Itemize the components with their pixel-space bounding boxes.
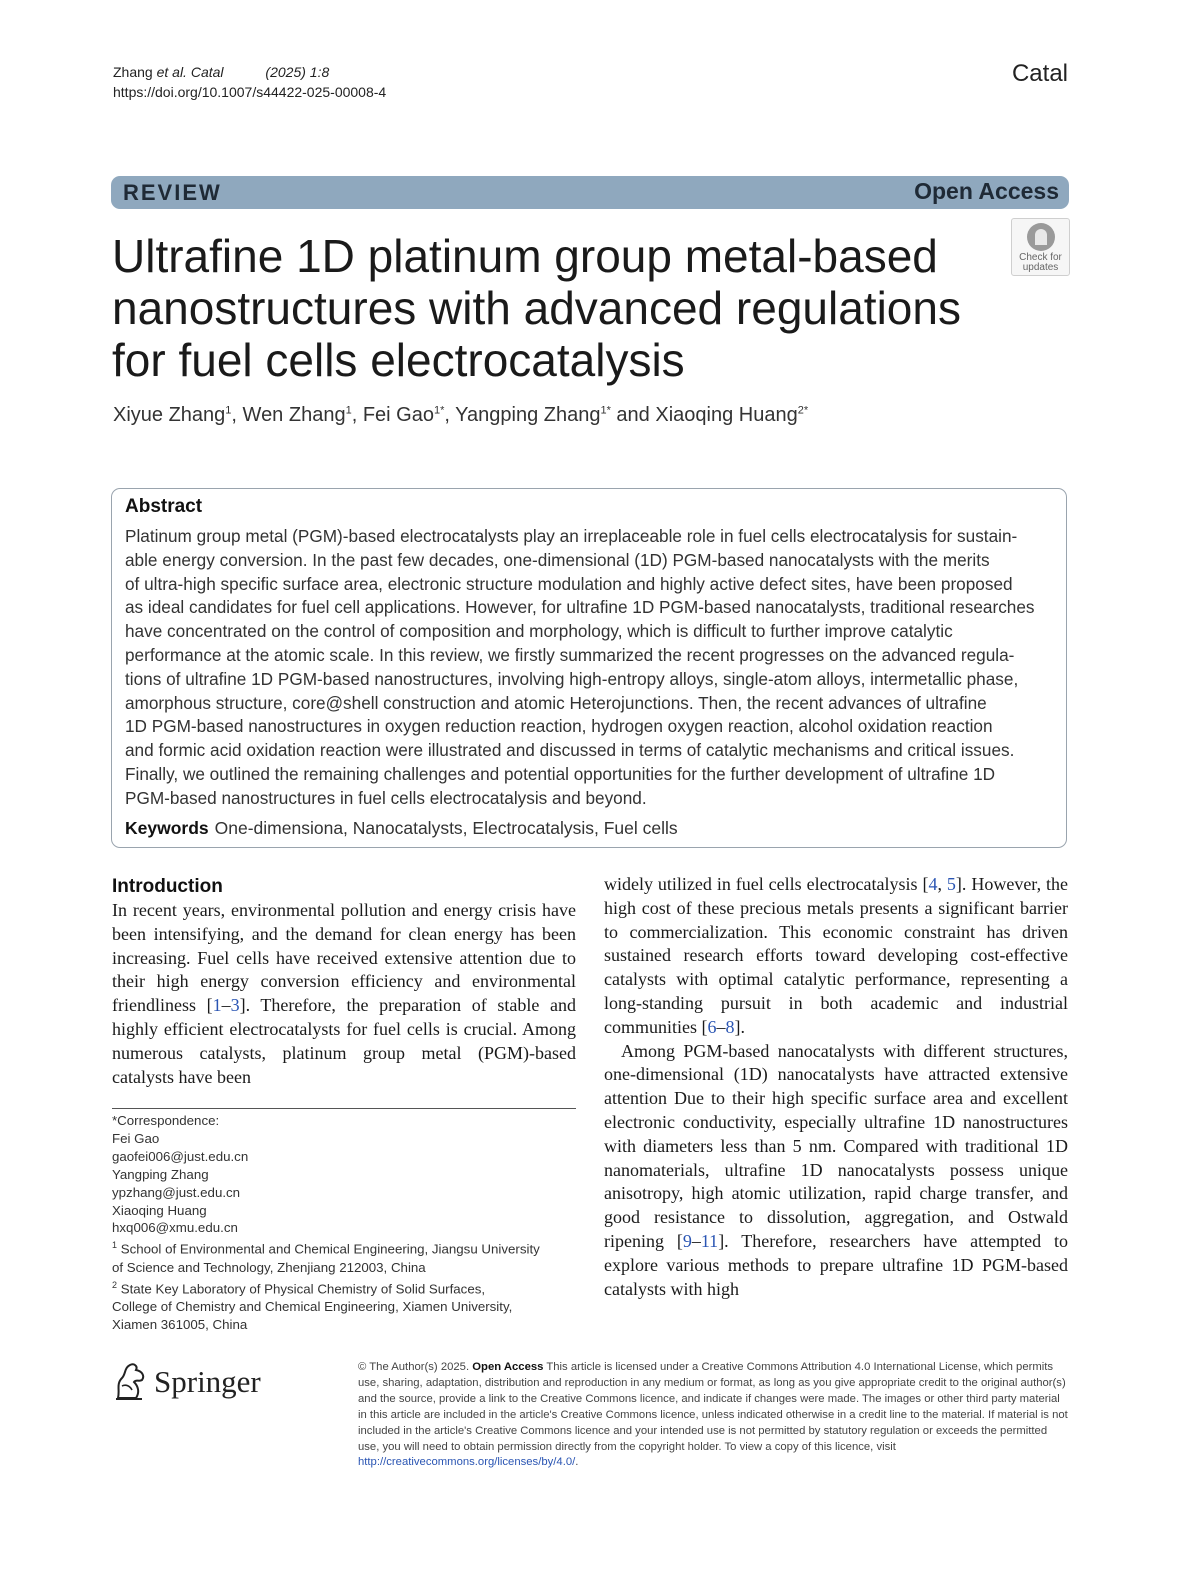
abstract-line: Finally, we outlined the remaining challenges and potential opportunities for the further development of ultrafine 1D — [125, 763, 996, 784]
body-column-left — [112, 899, 576, 1089]
author-name[interactable]: Wen Zhang — [242, 404, 346, 426]
citation-author: Zhang — [113, 64, 153, 80]
correspondent-email[interactable]: gaofei006@just.edu.cn — [112, 1148, 249, 1164]
citation-link[interactable]: 11 — [700, 1230, 719, 1251]
affiliation-1-cont: of Science and Technology, Zhenjiang 212003, China — [112, 1259, 426, 1275]
author-affiliation: 1* — [600, 404, 611, 417]
article-title: Ultrafine 1D platinum group metal-based nanostructures with advanced regulations for fuel cells electrocatalysis — [112, 230, 961, 386]
keywords-list: One-dimensiona, Nanocatalysts, Electrocatalysis, Fuel cells — [214, 818, 678, 838]
citation-link[interactable]: 9 — [682, 1230, 692, 1251]
abstract-box — [111, 488, 1067, 848]
author-list: Xiyue Zhang$^1$, Wen Zhang$^1$, Fei Gao$^{1*}$, Yangping Zhang$^{1*}$ and Xiaoqing Huang$^{2*}$ — [113, 404, 809, 426]
abstract-line: have concentrated on the control of composition and morphology, which is difficult to further improve catalytic — [125, 621, 953, 642]
correspondent-name: Fei Gao — [112, 1130, 160, 1146]
open-access-label: Open Access — [914, 178, 1059, 204]
publisher-name: Springer — [154, 1364, 261, 1399]
affiliation-2-cont: Xiamen 361005, China — [112, 1316, 248, 1332]
citation-link[interactable]: 5 — [946, 874, 956, 894]
abstract-line: amorphous structure, core@shell construction and atomic Heterojunctions. Then, the recent advances of ultrafine — [125, 692, 987, 713]
author-name[interactable]: Yangping Zhang — [455, 404, 601, 426]
abstract-line: performance at the atomic scale. In this review, we firstly summarized the recent progresses on the advanced regula- — [125, 644, 1015, 665]
check-updates-label: Check for updates — [1019, 252, 1062, 273]
author-affiliation: 1 — [345, 404, 352, 417]
body-column-right — [604, 873, 1068, 1301]
abstract-line: Platinum group metal (PGM)-based electrocatalysts play an irreplaceable role in fuel cells electrocatalysis for sustain- — [125, 526, 1018, 546]
body-paragraph: In recent years, environmental pollution and energy crisis have been intensifying, and the demand for clean energy has been increasing. Fuel cells have received extensive attention due to their high energy conversion efficiency and environmental friendliness [1–3]. Therefore, the preparation of stable and highly efficient electrocatalysts for fuel cells is crucial. Among numerous catalysts, platinum group metal (PGM)-based catalysts have been — [112, 900, 576, 1087]
author-name[interactable]: Xiaoqing Huang — [655, 404, 798, 426]
abstract-line: as ideal candidates for fuel cell applications. However, for ultrafine 1D PGM-based nanocatalysts, traditional researches — [125, 597, 1035, 618]
license-link[interactable]: http://creativecommons.org/licenses/by/4.0/ — [358, 1456, 576, 1469]
author-name[interactable]: Xiyue Zhang — [113, 404, 226, 426]
abstract-line: able energy conversion. In the past few decades, one-dimensional (1D) PGM-based nanocatalysts with the merits — [125, 549, 990, 570]
keywords — [125, 818, 678, 839]
running-header — [113, 62, 386, 102]
correspondence-label: *Correspondence: — [112, 1113, 220, 1128]
correspondent-email[interactable]: ypzhang@just.edu.cn — [112, 1184, 241, 1200]
citation-link[interactable]: 4 — [928, 874, 938, 894]
affiliation-2: $^2$ State Key Laboratory of Physical Chemistry of Solid Surfaces, — [112, 1279, 486, 1296]
abstract-heading: Abstract — [125, 496, 203, 517]
abstract-line: PGM-based nanostructures in fuel cells electrocatalysis and beyond. — [125, 787, 647, 808]
abstract-line: 1D PGM-based nanostructures in oxygen reduction reaction, hydrogen oxygen reaction, alcohol oxidation reaction — [125, 716, 993, 737]
check-for-updates-button[interactable] — [1011, 218, 1070, 276]
article-type: REVIEW — [123, 180, 222, 205]
citation-volume: (2025) 1:8 — [265, 64, 330, 80]
check-updates-icon — [1027, 223, 1055, 251]
citation-link[interactable]: 6 — [707, 1016, 717, 1037]
abstract-text — [125, 525, 1055, 811]
citation-line — [113, 62, 386, 82]
author-name[interactable]: Fei Gao — [362, 404, 434, 426]
journal-name: Catal — [1011, 60, 1068, 87]
license-open-access: Open Access — [472, 1361, 544, 1373]
correspondence-footnote — [112, 1112, 582, 1334]
author-affiliation: 1* — [433, 404, 445, 417]
correspondent-name: Yangping Zhang — [112, 1166, 209, 1182]
citation-link[interactable]: 8 — [725, 1016, 735, 1037]
body-paragraph: Among PGM-based nanocatalysts with different structures, one-dimensional (1D) nanocatalysts have attracted extensive attention Due to their high specific surface area and excellent electronic conductivity, especially ultrafine 1D nanostructures with diameters less than 5 nm. Compared with traditional 1D nanomaterials, ultrafine 1D nanocatalysts possess unique anisotropy, high atomic utilization, rapid charge transfer, and good resistance to dissolution, aggregation, and Ostwald ripening [9–11]. Therefore, researchers have attempted to explore various methods to prepare ultrafine 1D PGM-based catalysts with high — [604, 1040, 1068, 1299]
citation-link[interactable]: 3 — [230, 995, 240, 1016]
article-type-banner — [111, 176, 1069, 209]
springer-horse-icon — [112, 1362, 148, 1402]
correspondent-email[interactable]: hxq006@xmu.edu.cn — [112, 1220, 238, 1236]
author-affiliation: 2* — [797, 404, 809, 417]
affiliation-1: $^1$ School of Environmental and Chemical Engineering, Jiangsu University — [112, 1240, 540, 1257]
affiliation-2-cont: College of Chemistry and Chemical Engineering, Xiamen University, — [112, 1298, 513, 1314]
doi-link[interactable]: https://doi.org/10.1007/s44422-025-00008-4 — [113, 84, 387, 100]
footnote-divider — [112, 1108, 576, 1109]
citation-journal: et al. Catal — [156, 64, 224, 80]
introduction-heading: Introduction — [112, 876, 223, 897]
abstract-line: tions of ultrafine 1D PGM-based nanostructures, involving high-entropy alloys, single-atom alloys, intermetallic phase, — [125, 668, 1019, 689]
citation-link[interactable]: 1 — [212, 995, 222, 1016]
license-notice: © The Author(s) 2025. Open Access This article is licensed under a Creative Commons Attribution 4.0 International License, which permits use, sharing, adaptation, distribution and reproduction in any medium or format, as long as you give appropriate credit to the original author(s) and the source, provide a link to the Creative Commons licence, and indicate if changes were made. The images or other third party material in this article are included in the article's Creative Commons licence, unless indicated otherwise in a credit line to the material. If material is not included in the article's Creative Commons licence and your intended use is not permitted by statutory regulation or exceeds the permitted use, you will need to obtain permission directly from the copyright holder. To view a copy of this licence, visit http://creativecommons.org/licenses/by/4.0/. — [358, 1361, 1068, 1469]
abstract-line: and formic acid oxidation reaction were illustrated and discussed in terms of catalytic mechanisms and critical issues. — [125, 740, 1015, 761]
abstract-line: of ultra-high specific surface area, electronic structure modulation and highly active defect sites, have been proposed — [125, 573, 1013, 594]
keywords-label: Keywords — [125, 818, 209, 838]
correspondent-name: Xiaoqing Huang — [112, 1202, 207, 1218]
springer-logo[interactable] — [112, 1360, 261, 1404]
body-paragraph: widely utilized in fuel cells electrocatalysis [4, 5]. However, the high cost of these precious metals presents a significant barrier to commercialization. This economic constraint has driven sustained research efforts toward developing cost-effective catalysts with optimal catalytic performance, representing a long-standing pursuit in both academic and industrial communities [6–8]. — [604, 874, 1069, 1037]
author-affiliation: 1 — [225, 404, 232, 417]
